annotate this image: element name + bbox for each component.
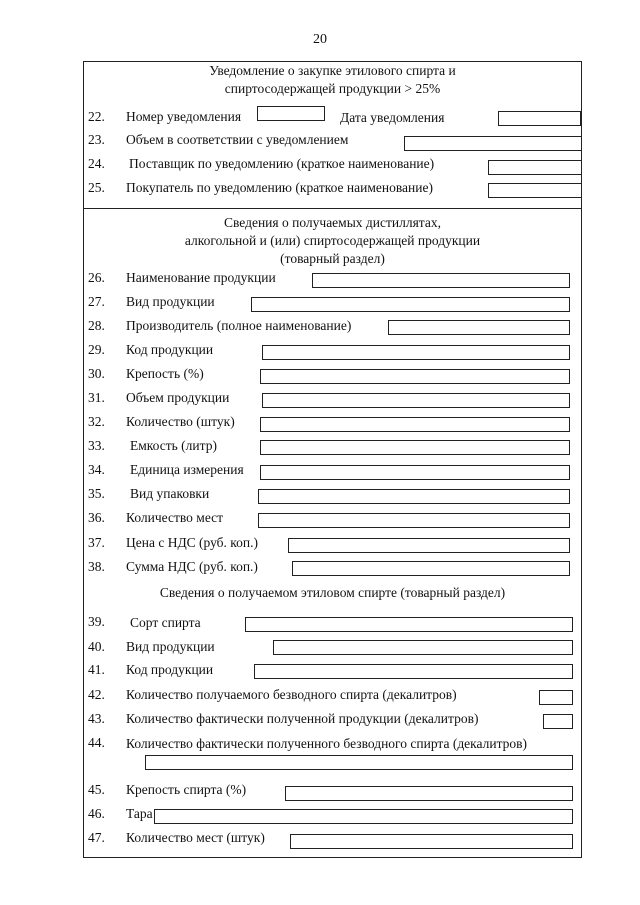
- volume-input[interactable]: [404, 136, 582, 151]
- field-label: Дата уведомления: [340, 110, 445, 125]
- field-label: Единица измерения: [130, 462, 244, 477]
- section2-title: [83, 214, 582, 268]
- field-label: Количество фактически полученной продукции (декалитров): [126, 711, 479, 726]
- row-number: 46.: [88, 806, 105, 821]
- supplier-input[interactable]: [488, 160, 582, 175]
- product-type-input[interactable]: [251, 297, 570, 312]
- row-number: 36.: [88, 510, 105, 525]
- row-number: 38.: [88, 559, 105, 574]
- row-number: 37.: [88, 535, 105, 550]
- section1-title-line1: Уведомление о закупке этилового спирта и: [209, 63, 456, 78]
- row-number: 30.: [88, 366, 105, 381]
- price-with-vat-input[interactable]: [288, 538, 570, 553]
- product-name-input[interactable]: [312, 273, 570, 288]
- row-number: 45.: [88, 782, 105, 797]
- product-code-input[interactable]: [262, 345, 570, 360]
- row-number: 24.: [88, 156, 105, 171]
- field-label: Объем продукции: [126, 390, 230, 405]
- row-number: 42.: [88, 687, 105, 702]
- notification-number-input[interactable]: [257, 106, 325, 121]
- row-number: 44.: [88, 735, 105, 750]
- row-number: 29.: [88, 342, 105, 357]
- places-count-input[interactable]: [258, 513, 570, 528]
- field-label: Емкость (литр): [130, 438, 217, 453]
- actual-product-input[interactable]: [543, 714, 573, 729]
- field-label: Крепость (%): [126, 366, 204, 381]
- section2-title-line1: Сведения о получаемых дистиллятах,: [223, 215, 441, 230]
- section1-title: [83, 62, 582, 98]
- row-number: 33.: [88, 438, 105, 453]
- row-number: 23.: [88, 132, 105, 147]
- quantity-pieces-input[interactable]: [260, 417, 570, 432]
- section1-title-line2: спиртосодержащей продукции > 25%: [224, 81, 441, 96]
- capacity-input[interactable]: [260, 440, 570, 455]
- field-label: Сорт спирта: [130, 615, 201, 630]
- field-label: Объем в соответствии с уведомлением: [126, 132, 349, 147]
- row-number: 35.: [88, 486, 105, 501]
- spirit-product-type-input[interactable]: [273, 640, 573, 655]
- strength-input[interactable]: [260, 369, 570, 384]
- row-number: 41.: [88, 662, 105, 677]
- field-label: Количество (штук): [126, 414, 235, 429]
- field-label: Код продукции: [126, 342, 214, 357]
- row-number: 32.: [88, 414, 105, 429]
- row-number: 47.: [88, 830, 105, 845]
- notification-date-input[interactable]: [498, 111, 581, 126]
- field-label: Производитель (полное наименование): [126, 318, 352, 333]
- field-label: Количество фактически полученного безводного спирта (декалитров): [126, 736, 528, 751]
- field-label: Тара: [126, 806, 153, 821]
- product-volume-input[interactable]: [262, 393, 570, 408]
- field-label: Вид продукции: [126, 639, 215, 654]
- field-label: Сумма НДС (руб. коп.): [126, 559, 258, 574]
- field-label: Количество мест: [126, 510, 224, 525]
- section-divider: [83, 208, 582, 209]
- field-label: Наименование продукции: [126, 270, 276, 285]
- row-number: 31.: [88, 390, 105, 405]
- container-input[interactable]: [154, 809, 573, 824]
- vat-amount-input[interactable]: [292, 561, 570, 576]
- section2-title-line3: (товарный раздел): [280, 251, 385, 266]
- spirit-product-code-input[interactable]: [254, 664, 573, 679]
- unit-input[interactable]: [260, 465, 570, 480]
- field-label: Покупатель по уведомлению (краткое наименование): [126, 180, 433, 195]
- actual-anhydrous-spirit-input[interactable]: [145, 755, 573, 770]
- package-type-input[interactable]: [258, 489, 570, 504]
- spirit-strength-input[interactable]: [285, 786, 573, 801]
- field-label: Код продукции: [126, 662, 214, 677]
- row-number: 22.: [88, 109, 105, 124]
- section2-title-line2: алкогольной и (или) спиртосодержащей продукции: [184, 233, 481, 248]
- row-number: 26.: [88, 270, 105, 285]
- page-number: 20: [313, 32, 327, 47]
- row-number: 39.: [88, 614, 105, 629]
- row-number: 34.: [88, 462, 105, 477]
- field-label: Вид продукции: [126, 294, 215, 309]
- row-number: 43.: [88, 711, 105, 726]
- row-number: 40.: [88, 639, 105, 654]
- anhydrous-spirit-input[interactable]: [539, 690, 573, 705]
- row-number: 25.: [88, 180, 105, 195]
- row-number: 27.: [88, 294, 105, 309]
- buyer-input[interactable]: [488, 183, 582, 198]
- field-label: Крепость спирта (%): [126, 782, 247, 797]
- field-label: Вид упаковки: [130, 486, 210, 501]
- field-label: Номер уведомления: [126, 109, 242, 124]
- row-number: 28.: [88, 318, 105, 333]
- field-label: Количество мест (штук): [126, 830, 265, 845]
- section3-title: Сведения о получаемом этиловом спирте (товарный раздел): [159, 585, 506, 600]
- places-pieces-input[interactable]: [290, 834, 573, 849]
- field-label: Количество получаемого безводного спирта (декалитров): [126, 687, 457, 702]
- field-label: Поставщик по уведомлению (краткое наименование): [129, 156, 435, 171]
- spirit-grade-input[interactable]: [245, 617, 573, 632]
- manufacturer-input[interactable]: [388, 320, 570, 335]
- field-label: Цена с НДС (руб. коп.): [126, 535, 259, 550]
